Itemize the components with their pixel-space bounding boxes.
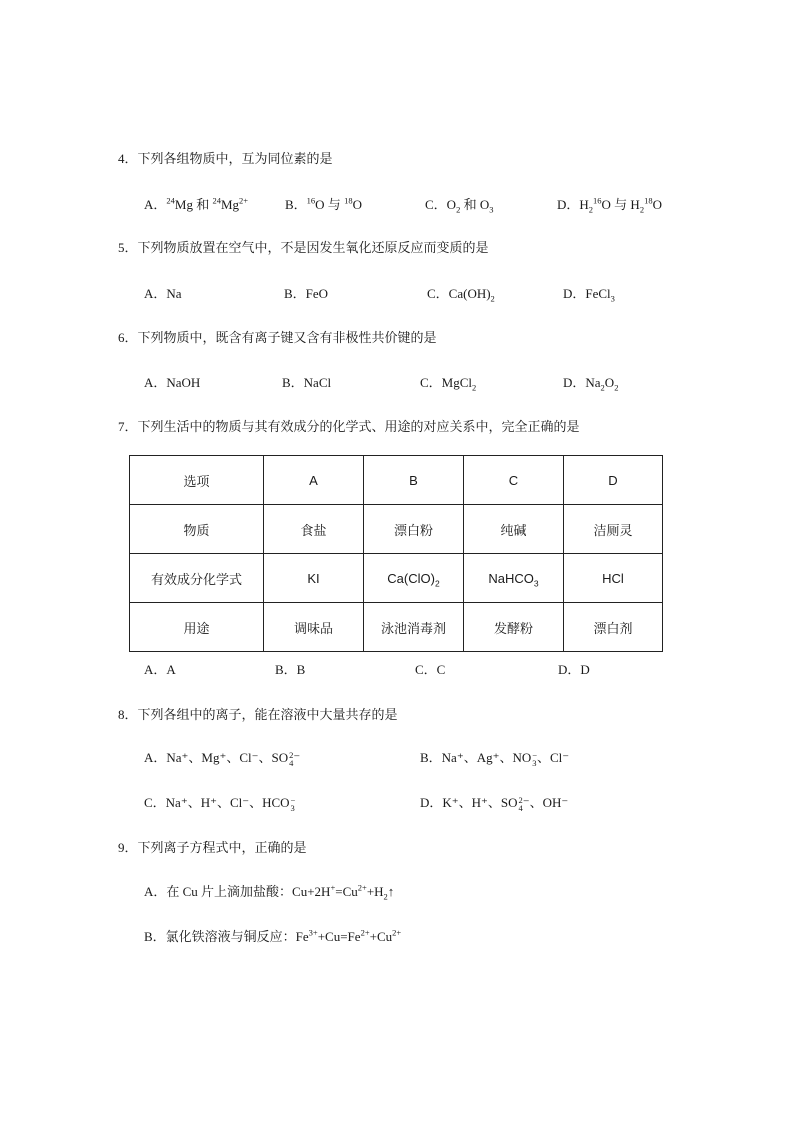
question-4-option-b: B．$^{16}$O 与 $^{18}$O [285, 195, 362, 212]
question-7-option-c: C．C [415, 662, 446, 677]
table-row [130, 456, 663, 505]
table-cell: 物质 [130, 505, 264, 554]
question-8-option-c: C．Na⁺、H⁺、Cl⁻、HCO − 3 [144, 795, 296, 814]
table-cell: B [364, 456, 464, 505]
table-cell: 纯碱 [464, 505, 564, 554]
table-cell: KI [264, 554, 364, 603]
table-row [130, 505, 663, 554]
question-5-option-a: A．Na [144, 286, 182, 301]
question-8-option-b: B．Na⁺、Ag⁺、NO − 3 、Cl⁻ [420, 750, 570, 769]
question-5-stem: 5．下列物质放置在空气中，不是因发生氧化还原反应而变质的是 [118, 240, 489, 255]
question-7-option-a: A．A [144, 662, 176, 677]
table-cell: D [564, 456, 663, 505]
table-cell: NaHCO$_3$ [464, 554, 564, 603]
question-6-stem: 6．下列物质中，既含有离子键又含有非极性共价键的是 [118, 330, 437, 345]
question-7-option-d: D．D [558, 662, 590, 677]
table-cell: 泳池消毒剂 [364, 603, 464, 652]
question-4-stem: 4．下列各组物质中，互为同位素的是 [118, 151, 333, 166]
question-7-table [129, 455, 663, 652]
table-row [130, 554, 663, 603]
question-4-option-a: A．$^{24}$Mg 和 $^{24}Mg^{2+}$ [144, 195, 249, 212]
question-9-stem: 9．下列离子方程式中，正确的是 [118, 840, 307, 855]
table-cell: $Ca(ClO)_2$ [364, 554, 464, 603]
question-6-option-d: D．$Na_2O_2$ [563, 375, 619, 393]
table-cell: 有效成分化学式 [130, 554, 264, 603]
table-cell: C [464, 456, 564, 505]
question-5-option-d: D．FeCl$_3$ [563, 286, 615, 304]
question-7-stem: 7．下列生活中的物质与其有效成分的化学式、用途的对应关系中，完全正确的是 [118, 419, 580, 434]
question-6-option-c: C．MgCl$_2$ [420, 375, 477, 393]
table-cell: 漂白粉 [364, 505, 464, 554]
table-cell: 发酵粉 [464, 603, 564, 652]
table-cell: A [264, 456, 364, 505]
table-cell: 选项 [130, 456, 264, 505]
question-8-option-d: D．K⁺、H⁺、SO 2 4 ⁻、OH⁻ [420, 795, 569, 814]
table-cell: 漂白剂 [564, 603, 663, 652]
table-cell: 洁厕灵 [564, 505, 663, 554]
table-cell: 食盐 [264, 505, 364, 554]
table-row [130, 603, 663, 652]
table-cell: 调味品 [264, 603, 364, 652]
question-6-option-b: B．NaCl [282, 375, 332, 390]
question-5-option-b: B．FeO [284, 286, 329, 301]
question-6-option-a: A．NaOH [144, 375, 201, 390]
question-4-option-c: C．$O_2$ 和 $O_3$ [425, 197, 494, 215]
question-8-stem: 8．下列各组中的离子，能在溶液中大量共存的是 [118, 707, 398, 722]
table-cell: HCl [564, 554, 663, 603]
question-5-option-c: C．$Ca(OH)_2$ [427, 286, 495, 304]
question-7-option-b: B．B [275, 662, 306, 677]
question-9-option-b: B．氯化铁溶液与铜反应：$Fe^{3+}+Cu=Fe^{2+}+Cu^{2+}$ [144, 927, 402, 944]
table-cell: 用途 [130, 603, 264, 652]
question-4-option-d: D．$H_2^{16}O$ 与 $H_2^{18}O$ [557, 195, 662, 215]
question-8-option-a: A．Na⁺、Mg⁺、Cl⁻、SO 2 4 ⁻ [144, 750, 301, 769]
question-9-option-a: A．在 Cu 片上滴加盐酸：$Cu+2H^+=Cu^{2+}+H_2↑$ [144, 882, 395, 902]
